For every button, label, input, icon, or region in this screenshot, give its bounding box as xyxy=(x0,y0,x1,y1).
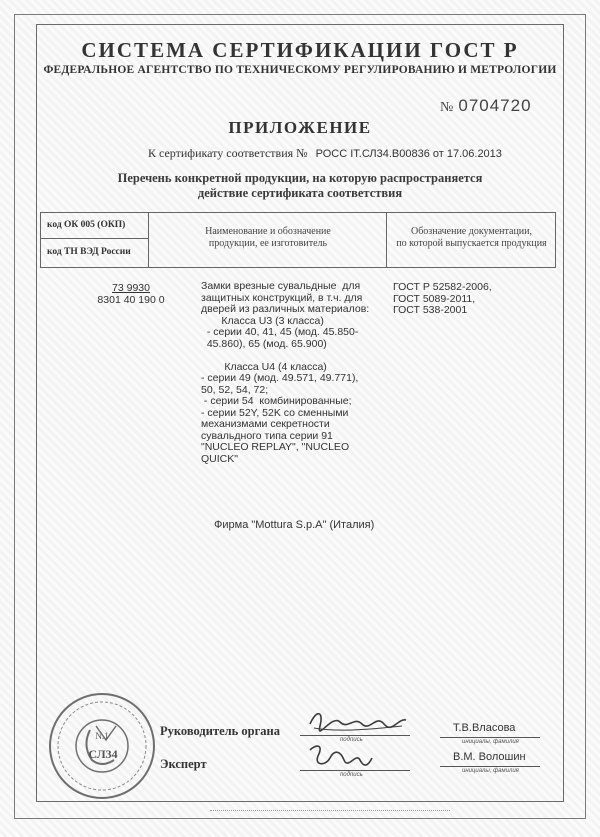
head-signature-hint: подпись xyxy=(340,737,363,743)
documentation-item: ГОСТ Р 52582-2006, xyxy=(393,281,492,293)
expert-signature xyxy=(304,740,374,774)
form-number xyxy=(440,96,532,116)
head-name-line xyxy=(440,737,540,738)
okp-code: 73 9930 xyxy=(112,282,150,294)
product-name-header xyxy=(150,213,387,267)
documentation-list xyxy=(393,282,553,317)
expert-name-line xyxy=(440,766,540,767)
list-heading-line2: действие сертификата соответствия xyxy=(197,186,403,200)
codes-header xyxy=(41,213,149,267)
list-heading xyxy=(0,171,600,201)
stamp-graphic xyxy=(46,690,158,802)
documentation-header-line1: Обозначение документации, xyxy=(410,226,533,237)
documentation-header-line2: по которой выпускается продукция xyxy=(396,238,547,249)
table-header xyxy=(40,212,556,268)
form-number-value: 0704720 xyxy=(458,96,532,115)
product-name-header-line2: продукции, ее изготовитель xyxy=(208,238,328,249)
documentation-item: ГОСТ 5089-2011, xyxy=(393,292,476,305)
stamp-center-text: СЛ34 xyxy=(88,747,118,761)
list-heading-line1: Перечень конкретной продукции, на которую распространяется xyxy=(117,171,483,185)
head-of-body-label: Руководитель органа xyxy=(160,724,280,738)
print-footer xyxy=(210,810,450,814)
appendix-title: ПРИЛОЖЕНИЕ xyxy=(228,118,372,137)
product-name-header-line1: Наименование и обозначение xyxy=(205,226,331,237)
head-name-hint: инициалы, фамилия xyxy=(462,739,519,745)
expert-name: В.М. Волошин xyxy=(453,751,526,763)
head-signature xyxy=(306,706,410,736)
head-signature-line xyxy=(300,735,410,736)
product-codes xyxy=(86,282,176,306)
expert-name-hint: инициалы, фамилия xyxy=(462,768,519,774)
documentation-header xyxy=(388,213,555,267)
number-sign: № xyxy=(440,100,455,115)
tnved-code: 8301 40 190 0 xyxy=(97,294,165,306)
certificate-reference xyxy=(148,146,502,161)
stamp-top-text: N.1 xyxy=(95,731,109,741)
okp-code-header: код ОК 005 (ОКП) xyxy=(41,213,148,239)
manufacturer: Фирма "Mottura S.p.A" (Италия) xyxy=(214,519,375,531)
documentation-item: ГОСТ 538-2001 xyxy=(393,304,468,316)
certificate-reference-value: РОСС IT.СЛ34.В00836 от 17.06.2013 xyxy=(315,148,502,160)
product-description: Замки врезные сувальдные для защитных конструкций, в т.ч. для дверей из различных материалов: Класса U3 (3 класса) - серии 40, 41, 45 (мод. 45.850- 45.860), 65 (мод. 65.900) Класса U4 (4 класса) - серии 49 (мод. 49.571, 49.771), 50, 52, 54, 72; - серии 54 комбинированные; - серии 52Y, 52K со сменными механизмами секретности сувальдного типа серии 91 "NUCLEO REPLAY", "NUCLEO QUICK" xyxy=(201,280,370,465)
agency-title: ФЕДЕРАЛЬНОЕ АГЕНТСТВО ПО ТЕХНИЧЕСКОМУ РЕГУЛИРОВАНИЮ И МЕТРОЛОГИИ xyxy=(43,64,557,76)
head-name: Т.В.Власова xyxy=(453,722,516,734)
certification-stamp xyxy=(46,690,158,802)
expert-signature-hint: подпись xyxy=(340,772,363,778)
expert-signature-line xyxy=(300,770,410,771)
expert-label: Эксперт xyxy=(160,757,207,771)
system-title: СИСТЕМА СЕРТИФИКАЦИИ ГОСТ Р xyxy=(81,38,519,62)
tnved-code-header: код ТН ВЭД России xyxy=(47,247,131,257)
certificate-reference-label: К сертификату соответствия № xyxy=(148,146,308,160)
